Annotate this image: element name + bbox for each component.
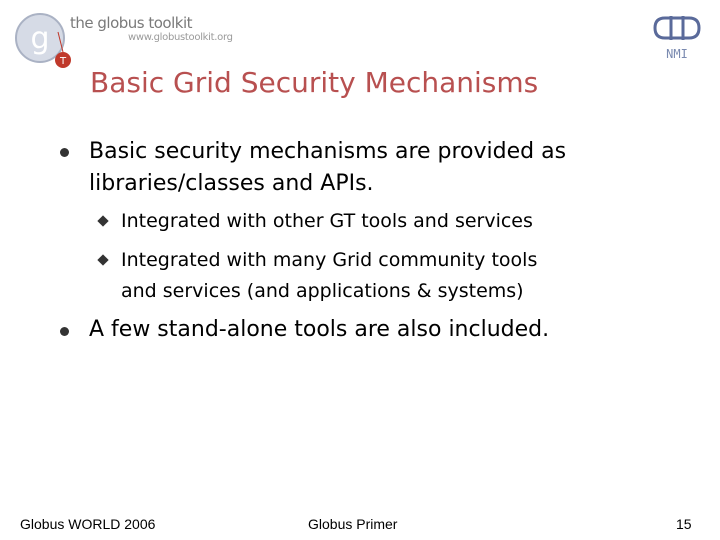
nmi-logo-text: NMI xyxy=(666,47,688,61)
nmi-emblem-icon xyxy=(651,14,703,64)
slide-title: Basic Grid Security Mechanisms xyxy=(90,66,539,99)
sub-bullet-1-line-1: Integrated with other GT tools and services xyxy=(121,210,533,232)
sub-bullet-2-line-2: and services (and applications & systems) xyxy=(121,280,524,302)
sub-bullet-diamond xyxy=(97,215,108,226)
svg-text:T: T xyxy=(59,56,67,67)
logo-url: www.globustoolkit.org xyxy=(128,32,233,43)
slide-number: 15 xyxy=(676,516,692,532)
sub-bullet-2-line-1: Integrated with many Grid community tools xyxy=(121,249,538,271)
nmi-logo xyxy=(651,14,703,64)
bullet-dot xyxy=(60,327,69,336)
globus-toolkit-logo xyxy=(10,8,260,74)
svg-text:g: g xyxy=(30,21,50,56)
bullet-1-line-2: libraries/classes and APIs. xyxy=(89,171,374,196)
bullet-dot xyxy=(60,148,69,157)
bullet-2-line-1: A few stand-alone tools are also included. xyxy=(89,317,550,342)
footer-left: Globus WORLD 2006 xyxy=(20,516,156,532)
sub-bullet-diamond xyxy=(97,254,108,265)
bullet-1-line-1: Basic security mechanisms are provided as xyxy=(89,139,567,164)
footer-center: Globus Primer xyxy=(308,516,398,532)
logo-name: the globus toolkit xyxy=(70,14,193,32)
